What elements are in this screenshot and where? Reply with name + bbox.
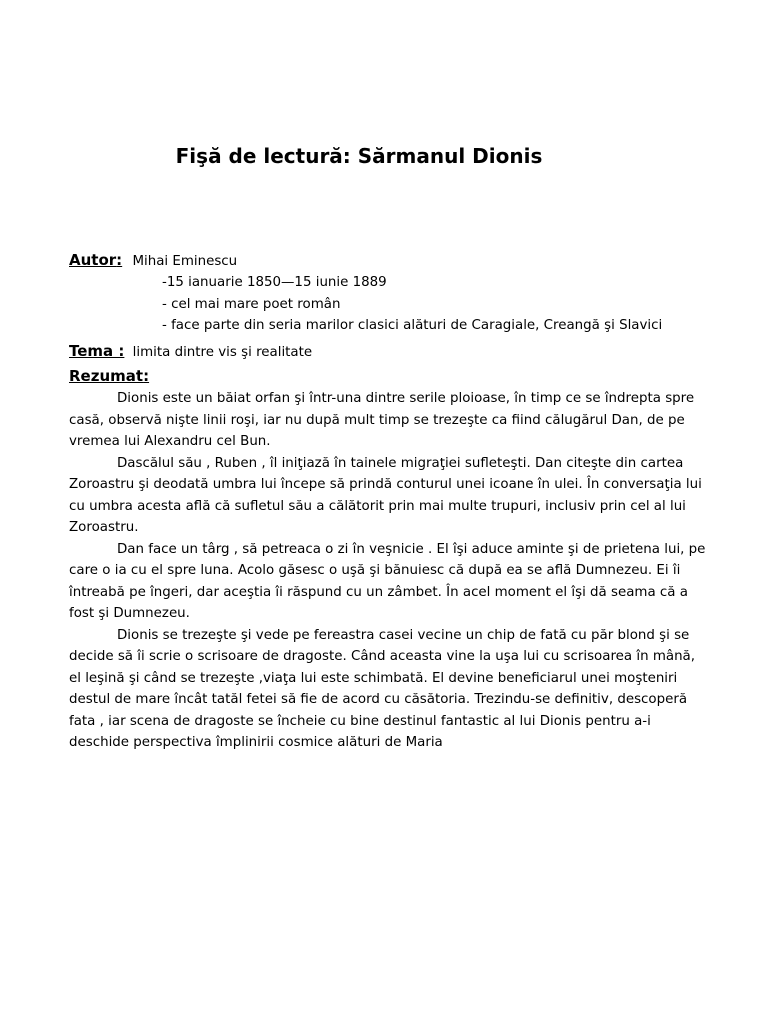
summary-paragraph: Dascălul său , Ruben , îl iniţiază în tainele migraţiei sufleteşti. Dan citeşte din cartea Zoroastru şi deodată umbra lui începe să prindă conturul unei icoane în ulei. În conversaţia lui cu umbra acesta află că sufletul său a călătorit prin mai multe trupuri, inclusiv prin cel al lui Zoroastru. [69,455,702,535]
summary-label-colon: : [143,367,150,385]
author-details [162,272,662,337]
theme-label: Tema : [69,342,125,360]
author-row [69,250,237,273]
theme-row [69,341,312,364]
author-label: Autor [69,251,117,269]
author-detail-line: - cel mai mare poet român [162,296,341,312]
author-label-colon: : [116,251,123,269]
page-title: Fişă de lectură: Sărmanul Dionis [175,144,543,168]
summary-body [69,388,709,754]
author-detail-line: -15 ianuarie 1850—15 iunie 1889 [162,275,387,290]
summary-paragraph: Dan face un târg , să petreaca o zi în veşnicie . El îşi aduce aminte şi de prietena lui, pe care o ia cu el spre luna. Acolo găsesc o uşă şi bănuiesc că după ea se află Dumnezeu. Ei îi întreabă pe îngeri, dar aceştia îi răspund cu un zâmbet. În acel moment el îşi dă seama că a fost şi Dumnezeu. [69,541,706,621]
theme-value: limita dintre vis şi realitate [132,345,313,360]
author-name: Mihai Eminescu [132,254,238,269]
summary-paragraph: Dionis este un băiat orfan şi într-una dintre serile ploioase, în timp ce se îndrepta spre casă, observă nişte linii roşi, iar nu după mult timp se trezeşte ca fiind călugărul Dan, de pe vremea lui Alexandru cel Bun. [69,391,695,449]
summary-paragraph: Dionis se trezeşte şi vede pe fereastra casei vecine un chip de fată cu păr blond şi se decide să îi scrie o scrisoare de dragoste. Când aceasta vine la uşa lui cu scrisoarea în mână, el leşină şi când se trezeşte ,viaţa lui este schimbată. El devine beneficiarul unei moşteniri destul de mare încât tatăl fetei să fie de acord cu căsătoria. Trezindu-se definitiv, descoperă fata , iar scena de dragoste se încheie cu bine destinul fantastic al lui Dionis pentru a-i deschide perspectiva împlinirii cosmice alături de Maria [69,627,696,750]
author-detail-line: - face parte din seria marilor clasici alături de Caragiale, Creangă şi Slavici [162,318,663,333]
summary-heading-row [69,366,149,389]
summary-label: Rezumat [69,367,144,385]
